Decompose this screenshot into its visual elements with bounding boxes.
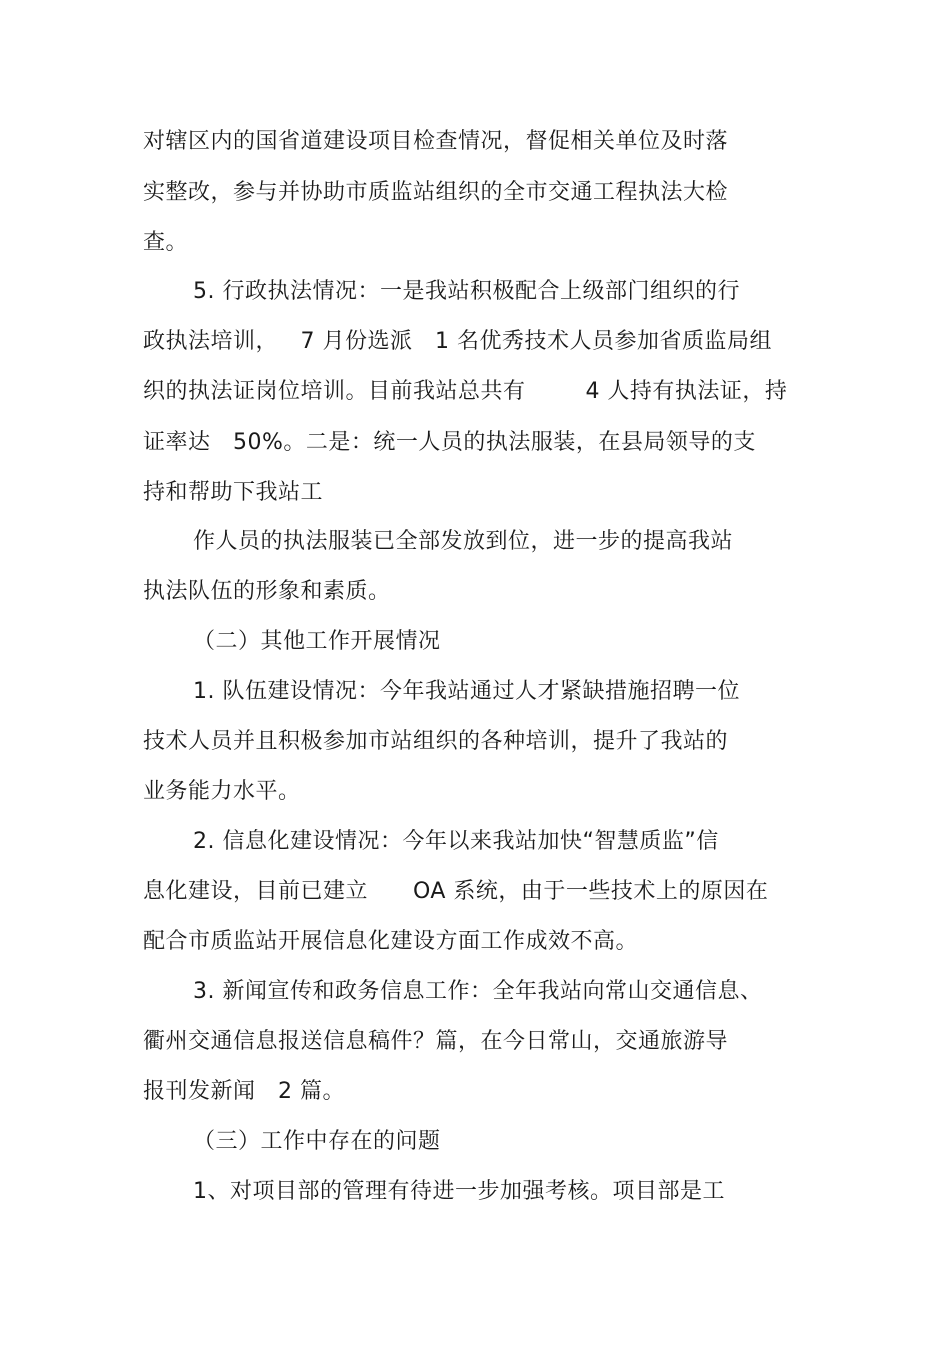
text-line: 作人员的执法服装已全部发放到位，进一步的提高我站	[193, 529, 734, 554]
text-line: 息化建设，目前已建立 OA 系统，由于一些技术上的原因在	[143, 879, 769, 904]
text-line: 政执法培训， 7 月份选派 1 名优秀技术人员参加省质监局组	[143, 329, 772, 354]
section-heading: （三）工作中存在的问题	[193, 1129, 441, 1154]
text-line: 5. 行政执法情况：一是我站积极配合上级部门组织的行	[193, 279, 740, 304]
text-line: 3. 新闻宣传和政务信息工作：全年我站向常山交通信息、	[193, 979, 763, 1004]
text-line: 查。	[143, 230, 189, 255]
text-line: 业务能力水平。	[143, 779, 301, 804]
text-line: 对辖区内的国省道建设项目检查情况，督促相关单位及时落	[143, 129, 729, 154]
text-line: 技术人员并且积极参加市站组织的各种培训，提升了我站的	[143, 729, 729, 754]
text-line: 持和帮助下我站工	[143, 480, 324, 505]
text-line: 2. 信息化建设情况：今年以来我站加快“智慧质监”信	[193, 829, 719, 854]
text-line: 衢州交通信息报送信息稿件？篇，在今日常山，交通旅游导	[143, 1029, 729, 1054]
text-line: 1、对项目部的管理有待进一步加强考核。项目部是工	[193, 1179, 725, 1204]
text-line: 证率达 50%。二是：统一人员的执法服装，在县局领导的支	[143, 430, 756, 455]
text-line: 报刊发新闻 2 篇。	[143, 1079, 345, 1104]
section-heading: （二）其他工作开展情况	[193, 629, 441, 654]
text-line: 织的执法证岗位培训。目前我站总共有 4 人持有执法证，持	[143, 379, 788, 404]
text-line: 实整改，参与并协助市质监站组织的全市交通工程执法大检	[143, 180, 729, 205]
text-line: 执法队伍的形象和素质。	[143, 579, 391, 604]
text-line: 配合市质监站开展信息化建设方面工作成效不高。	[143, 929, 639, 954]
text-line: 1. 队伍建设情况：今年我站通过人才紧缺措施招聘一位	[193, 679, 740, 704]
